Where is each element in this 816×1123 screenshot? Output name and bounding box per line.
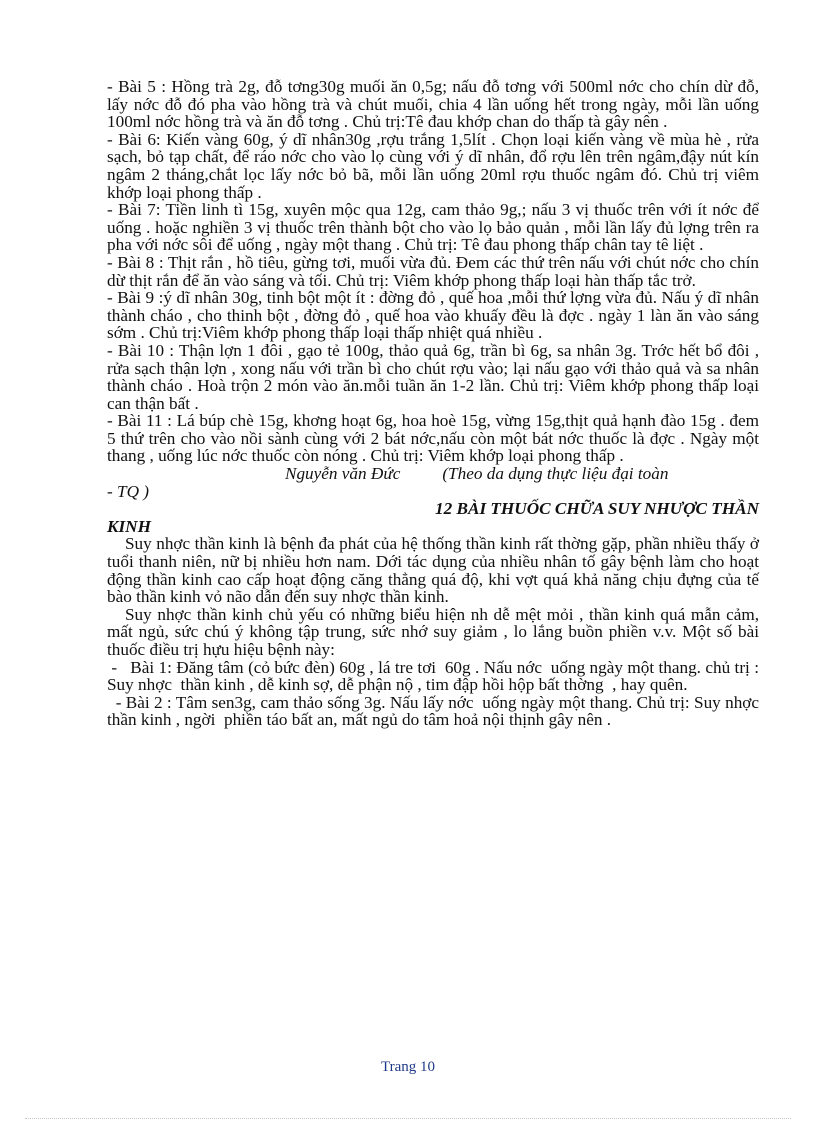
remedy-bai-2: - Bài 2 : Tâm sen3g, cam thảo sống 3g. Nấu lấy nớc uống ngày một thang. Chủ trị: Suy nhợc thần kinh , ngời phiền táo bất an, mất ngủ do tâm hoả nội thịnh gây nên . [107, 692, 768, 730]
signature-source: (Theo da dụng thực liệu đại toàn [442, 464, 669, 484]
page-content [107, 77, 768, 730]
page-number: Trang 10 [380, 1059, 436, 1075]
section-heading [107, 500, 759, 535]
intro-paragraph-1: Suy nhợc thần kinh là bệnh đa phát của hệ thống thần kinh rất thờng gặp, phần nhiều thấy ở tuổi thanh niên, nữ bị nhiều hơn nam. Dới tác dụng của nhiều nhân tố gây bệnh làm cho hoạt động thần kinh cao cấp hoạt động căng thẳng quá độ, khi vợt quá khả năng chịu đựng của tế bào thần kinh vỏ não dẫn đến suy nhợc thần kinh. [107, 534, 759, 607]
paragraph-bai-11: - Bài 11 : Lá búp chè 15g, khơng hoạt 6g, hoa hoè 15g, vừng 15g,thịt quả hạnh đào 15g . đem 5 thứ trên cho vào nồi sành cùng với 2 bát nớc,nấu còn một bát nớc thuốc là đợc . Ngày một thang , uống lúc nớc thuốc còn nóng . Chủ trị: Viêm khớp loại phong thấp . [107, 411, 759, 466]
intro-paragraph-2: Suy nhợc thần kinh chủ yếu có những biểu hiện nh dễ mệt mỏi , thần kinh quá mẫn cảm, mất ngủ, sức chú ý không tập trung, sức nhớ suy giảm , lo lắng buồn phiền v.v. Một số bài thuốc điều trị hựu hiệu bệnh này: [107, 604, 759, 659]
section-heading-line1: 12 BÀI THUỐC CHỮA SUY NHƯỢC THẦN [435, 499, 759, 519]
signature-line [107, 465, 759, 483]
section-heading-line2: KINH [107, 516, 151, 536]
paragraph-bai-8: - Bài 8 : Thịt rắn , hồ tiêu, gừng tơi, muối vừa đủ. Đem các thứ trên nấu với chút nớc cho chín dừ thịt rắn để ăn vào sáng và tối. Chủ trị: Viêm khớp phong thấp loại hàn thấp tắc trở. [107, 252, 759, 290]
paragraph-bai-5: - Bài 5 : Hồng trà 2g, đỗ tơng30g muối ăn 0,5g; nấu đỗ tơng với 500ml nớc cho chín dừ đỗ, lấy nớc đỗ đó pha vào hồng trà và chút muối, chia 4 lần uống hết trong ngày, mỗi lần uống 100ml nớc hồng trà và ăn đỗ tơng . Chủ trị:Tê đau khớp chan do thấp tà gây nên . [107, 77, 759, 132]
signature-author: Nguyễn văn Đức [285, 464, 401, 484]
paragraph-bai-9: - Bài 9 :ý dĩ nhân 30g, tinh bột một ít : đờng đỏ , quế hoa ,mỗi thứ lợng vừa đủ. Nấu ý dĩ nhân thành cháo , cho thinh bột , đờng đỏ , quế hoa vào khuấy đều là đợc . ngày 1 làn ăn vào sáng sớm . Chủ trị:Viêm khớp phong thấp loại thấp nhiệt quá nhiều . [107, 288, 759, 343]
signature-source-end: - TQ ) [107, 481, 150, 501]
paragraph-bai-7: - Bài 7: Tiền linh tì 15g, xuyên mộc qua 12g, cam thảo 9g,; nấu 3 vị thuốc trên với ít nớc để uống . hoặc nghiền 3 vị thuốc trên thành bột cho vào lọ bảo quản , mỗi lần lấy đủ lợng trên ra pha với nớc sôi để uống , ngày một thang . Chủ trị: Tê đau phong thấp chân tay tê liệt . [107, 200, 759, 255]
remedy-bai-1: - Bài 1: Đăng tâm (cỏ bức đèn) 60g , lá tre tơi 60g . Nấu nớc uống ngày một thang. chủ trị : Suy nhợc thần kinh , dễ kinh sợ, dễ phận nộ , tim đập hồi hộp bất thờng , hay quên. [107, 657, 764, 695]
paragraph-bai-10: - Bài 10 : Thận lợn 1 đôi , gạo tẻ 100g, thảo quả 6g, trần bì 6g, sa nhân 3g. Trớc hết bổ đôi , rửa sạch thận lợn , xong nấu với trần bì cho chút rợu vào; lại nấu gạo với thảo quả và sa nhân thành cháo . Hoà trộn 2 món vào ăn.mỗi tuần ăn 1-2 lần. Chủ trị: Viêm khớp phong thấp loại can thận bất . [107, 340, 759, 413]
paragraph-bai-6: - Bài 6: Kiến vàng 60g, ý dĩ nhân30g ,rợu trắng 1,5lít . Chọn loại kiến vàng về mùa hè , rửa sạch, bỏ tạp chất, để ráo nớc cho vào lọ cùng với ý dĩ nhân, đổ rợu lên trên ngâm,đậy nút kín ngâm 2 tháng,chắt lọc lấy nớc bỏ bã, mỗi lần uống 20ml rợu thuốc ngâm đó. Chủ trị viêm khớp loại phong thấp . [107, 129, 759, 202]
page-bottom-divider [25, 1118, 791, 1119]
